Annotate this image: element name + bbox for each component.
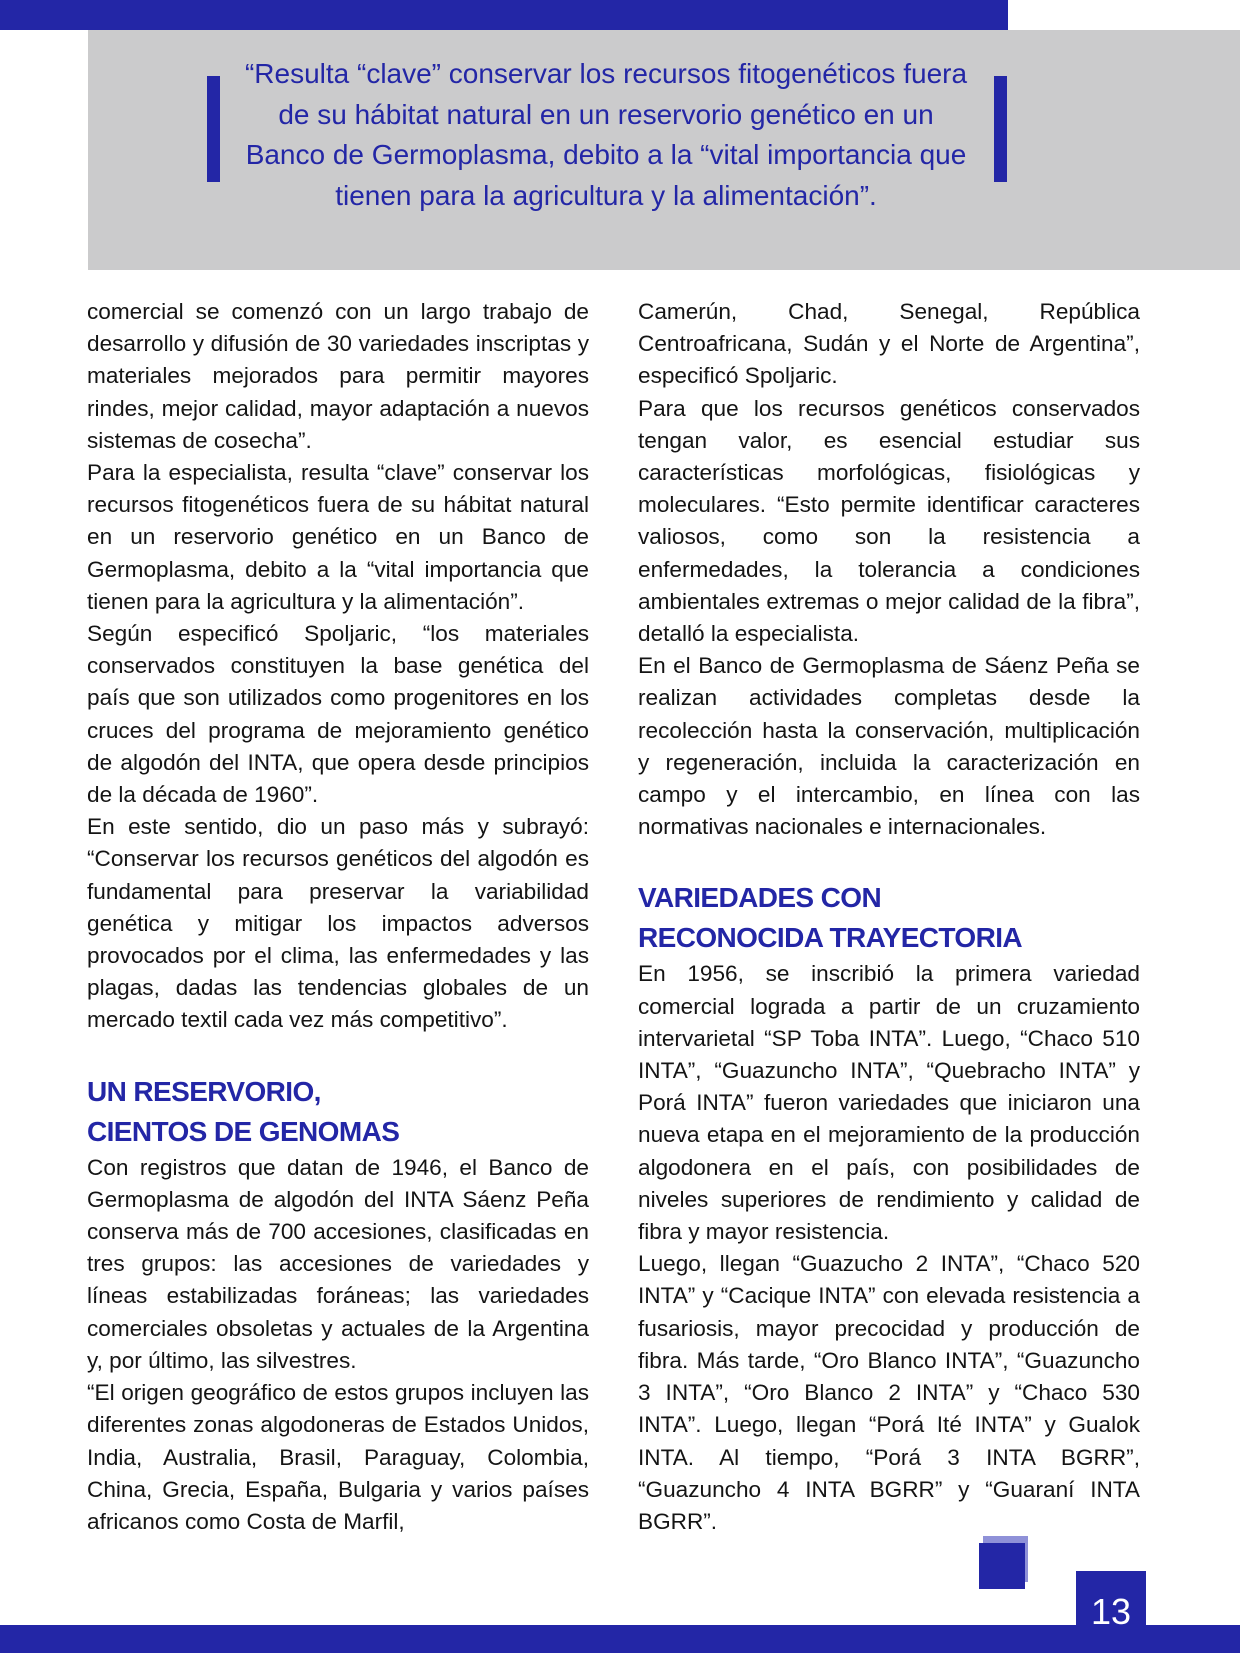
paragraph: comercial se comenzó con un largo trabajo de desarrollo y difusión de 30 variedades inscriptas y materiales mejorados para permitir mayores rindes, mejor calidad, mayor adaptación a nuevos sistemas de cosecha”. [87,299,589,453]
paragraph: Luego, llegan “Guazucho 2 INTA”, “Chaco 520 INTA” y “Cacique INTA” con elevada resistencia a fusariosis, mayor precocidad y producción de fibra. Más tarde, “Oro Blanco INTA”, “Guazuncho 3 INTA”, “Oro Blanco 2 INTA” y “Chaco 530 INTA”. Luego, llegan “Porá Ité INTA” y Gualok INTA. Al tiempo, “Porá 3 INTA BGRR”, “Guazuncho 4 INTA BGRR” y “Guaraní INTA BGRR”. [638,1251,1140,1534]
section-heading-variedades [638,878,1140,958]
paragraph: En el Banco de Germoplasma de Sáenz Peña se realizan actividades completas desde la recolección hasta la conservación, multiplicación y regeneración, incluida la caracterización en campo y el intercambio, en línea con las normativas nacionales e internacionales. [638,653,1140,840]
bottom-decorative-bar [0,1625,1240,1653]
paragraph: En este sentido, dio un paso más y subrayó: “Conservar los recursos genéticos del algodón es fundamental para preservar la variabilidad genética y mitigar los impactos adversos provocados por el clima, las enfermedades y las plagas, dadas las tendencias globales de un mercado textil cada vez más competitivo”. [87,814,589,1033]
paragraph: “El origen geográfico de estos grupos incluyen las diferentes zonas algodoneras de Estados Unidos, India, Australia, Brasil, Paraguay, Colombia, China, Grecia, España, Bulgaria y varios países africanos como Costa de Marfil, [87,1380,589,1534]
paragraph: Según especificó Spoljaric, “los materiales conservados constituyen la base genética del país que son utilizados como progenitores en los cruces del programa de mejoramiento genético de algodón del INTA, que opera desde principios de la década de 1960”. [87,621,589,808]
paragraph: Para que los recursos genéticos conservados tengan valor, es esencial estudiar sus características morfológicas, fisiológicas y moleculares. “Esto permite identificar caracteres valiosos, como son la resistencia a enfermedades, la tolerancia a condiciones ambientales extremas o mejor calidad de la fibra”, detalló la especialista. [638,395,1140,647]
heading-line: VARIEDADES CON [638,882,882,914]
page-number: 13 [1076,1571,1146,1653]
pull-quote-text: “Resulta “clave” conservar los recursos fitogenéticos fuera de su hábitat natural en un reservorio genético en un Banco de Germoplasma, debito a la “vital importancia que tienen para la agricultura y la alimentación”. [244,58,968,211]
right-column [638,296,1140,1538]
quote-left-bar [207,76,220,182]
heading-line: UN RESERVORIO, [87,1075,321,1107]
section-heading-reservorio [87,1072,589,1152]
heading-line: RECONOCIDA TRAYECTORIA [638,922,1023,954]
paragraph: Para la especialista, resulta “clave” conservar los recursos fitogenéticos fuera de su hábitat natural en un reservorio genético en un Banco de Germoplasma, debito a la “vital importancia que tienen para la agricultura y la alimentación”. [87,460,589,614]
heading-line: CIENTOS DE GENOMAS [87,1115,400,1147]
top-decorative-bar [0,0,1008,30]
decorative-square [979,1543,1025,1589]
left-column [87,296,589,1538]
quote-right-bar [994,76,1007,182]
paragraph: Con registros que datan de 1946, el Banco de Germoplasma de algodón del INTA Sáenz Peña conserva más de 700 accesiones, clasificadas en tres grupos: las accesiones de variedades y líneas estabilizadas foráneas; las variedades comerciales obsoletas y actuales de la Argentina y, por último, las silvestres. [87,1154,589,1373]
paragraph: En 1956, se inscribió la primera variedad comercial lograda a partir de un cruzamiento intervarietal “SP Toba INTA”. Luego, “Chaco 510 INTA”, “Guazuncho INTA”, “Quebracho INTA” y Porá INTA” fueron variedades que iniciaron una nueva etapa en el mejoramiento de la producción algodonera en el país, con posibilidades de niveles superiores de rendimiento y calidad de fibra y mayor resistencia. [638,961,1140,1245]
paragraph: Camerún, Chad, Senegal, República Centroafricana, Sudán y el Norte de Argentina”, especificó Spoljaric. [638,299,1140,389]
